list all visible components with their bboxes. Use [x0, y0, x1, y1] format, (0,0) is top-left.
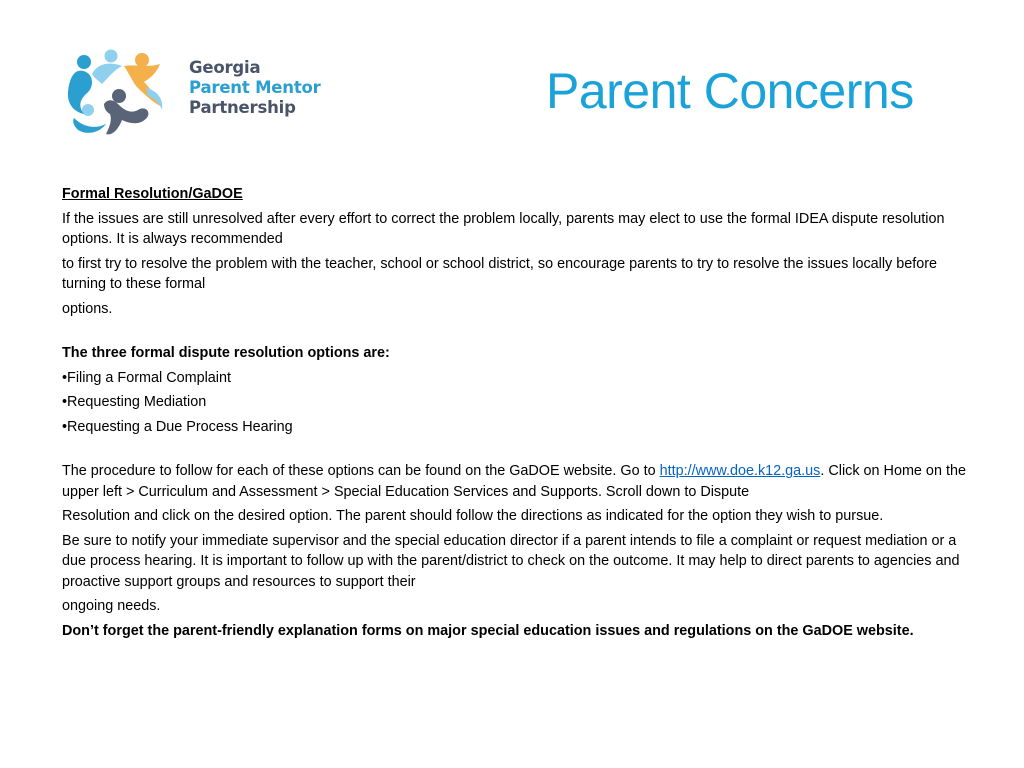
paragraph-procedure — [62, 461, 967, 502]
gadoe-website-link[interactable]: http://www.doe.k12.ga.us — [659, 463, 821, 479]
paragraph-notify: Be sure to notify your immediate supervisor and the special education director if a parent intends to file a complaint or request mediation or a due process hearing. It is important to follow up with the parent/district to check on the outcome. It may help to direct parents to agencies and proactive support groups and resources to support their — [62, 532, 960, 590]
people-circle-logo-icon — [64, 48, 179, 140]
option-item: •Filing a Formal Complaint — [62, 369, 231, 386]
spacer — [62, 323, 967, 343]
procedure-text-after: . Click on Home on the upper left > Curriculum and Assessment > Special Education Services and Supports. Scroll down to Dispute — [62, 463, 966, 500]
option-item: •Requesting Mediation — [62, 394, 207, 410]
procedure-text-before: The procedure to follow for each of these options can be found on the GaDOE website. Go to — [62, 463, 660, 479]
logo — [64, 48, 321, 140]
closing-note: Don’t forget the parent-friendly explanation forms on major special education issues and regulations on the GaDOE website. — [62, 622, 914, 639]
section-heading: Formal Resolution/GaDOE — [62, 186, 243, 202]
spacer — [62, 441, 967, 461]
option-item: •Requesting a Due Process Hearing — [62, 418, 293, 435]
paragraph-resolve-locally: to first try to resolve the problem with the teacher, school or school district, so encourage parents to try to resolve the issues locally before turning to these formal — [62, 255, 938, 292]
paragraph-procedure-cont: Resolution and click on the desired option. The parent should follow the directions as indicated for the option they wish to pursue. — [62, 508, 884, 524]
paragraph-notify-cont: ongoing needs. — [62, 598, 161, 614]
logo-text — [189, 58, 321, 118]
logo-line-parent-mentor: Parent Mentor — [189, 78, 321, 97]
paragraph-unresolved: If the issues are still unresolved after every effort to correct the problem locally, parents may elect to use the formal IDEA dispute resolution options. It is always recommended — [62, 210, 945, 247]
paragraph-options: options. — [62, 300, 113, 317]
slide-body — [62, 184, 967, 645]
slide-title: Parent Concerns — [546, 63, 914, 119]
options-heading: The three formal dispute resolution options are: — [62, 345, 390, 361]
logo-line-georgia: Georgia — [189, 58, 261, 77]
logo-line-partnership: Partnership — [189, 98, 296, 117]
